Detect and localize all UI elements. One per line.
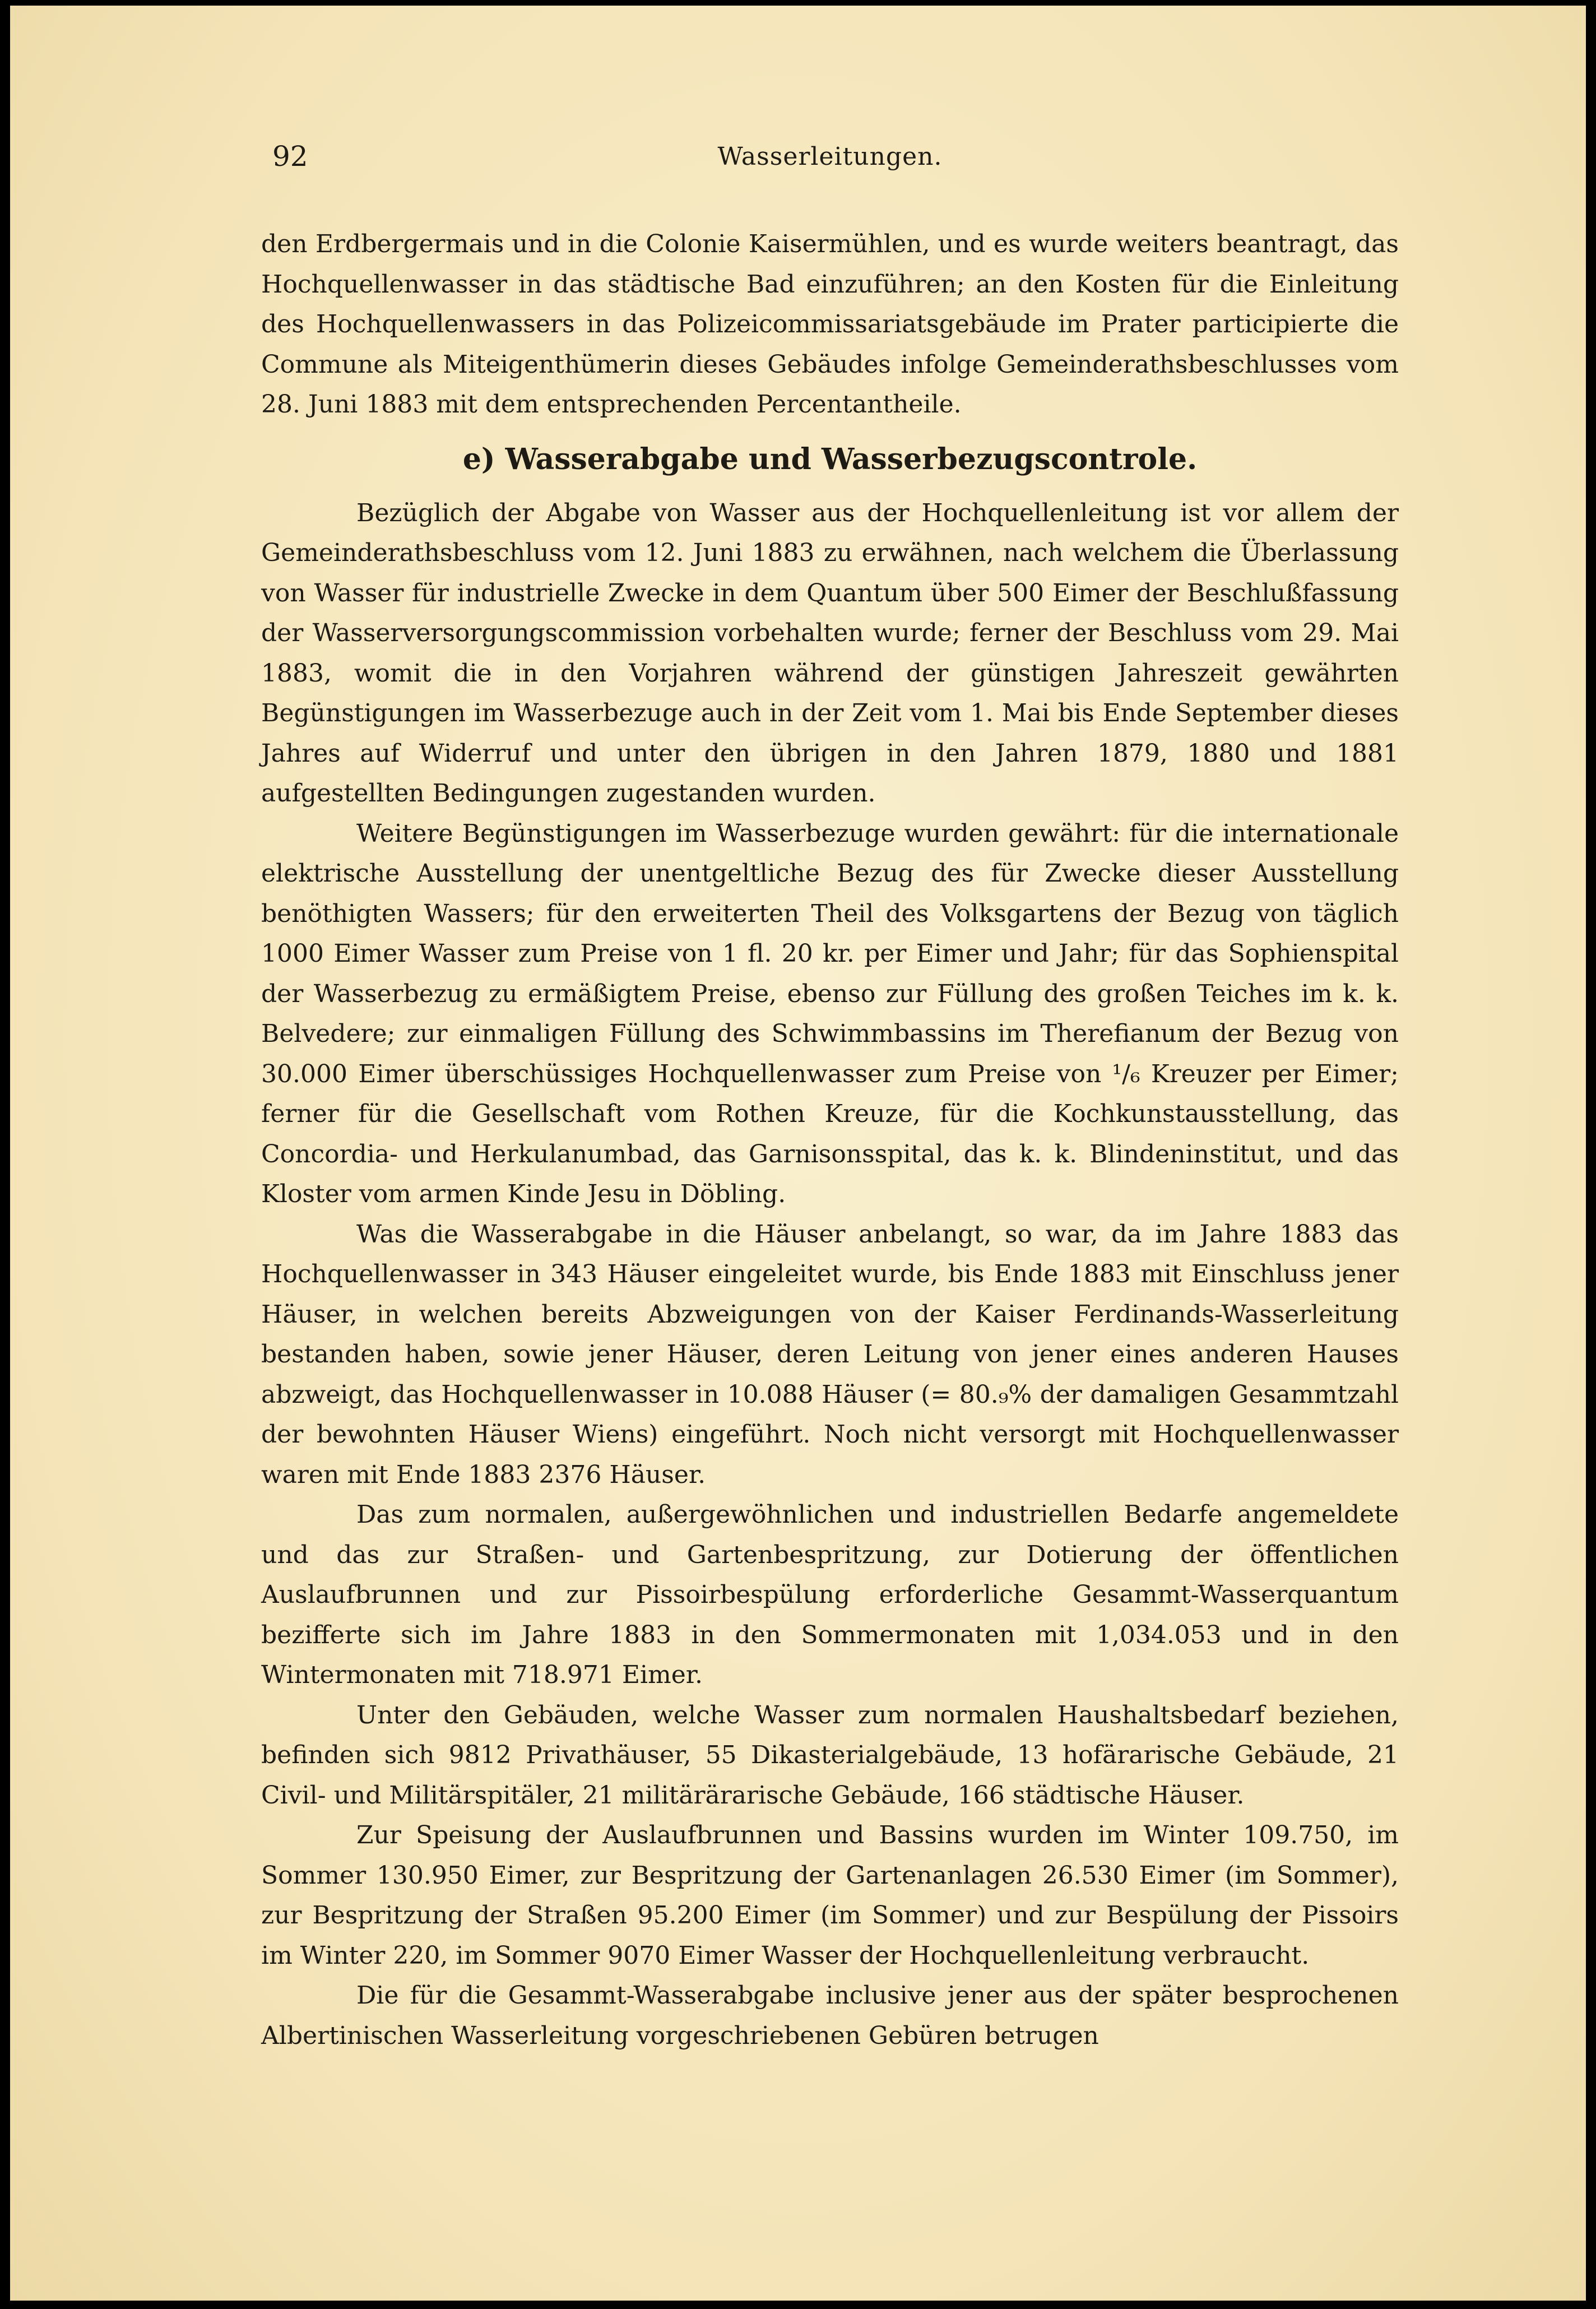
running-title: Wasserleitungen.: [717, 142, 943, 171]
paragraph-1: Bezüglich der Abgabe von Wasser aus der Hochquellenleitung ist vor allem der Gemeinderathsbeschluss vom 12. Juni 1883 zu erwähnen, nach welchem die Überlassung von Wasser für industrielle Zwecke in dem Quantum über 500 Eimer der Beschlußfassung der Wasserversorgungscommission vorbehalten wurde; ferner der Beschluss vom 29. Mai 1883, womit die in den Vorjahren während der günstigen Jahreszeit gewährten Begünstigungen im Wasserbezuge auch in der Zeit vom 1. Mai bis Ende September dieses Jahres auf Widerruf und unter den übrigen in den Jahren 1879, 1880 und 1881 aufgestellten Bedingungen zugestanden wurden.: [261, 498, 1399, 808]
section-heading: [261, 435, 1399, 484]
paragraph-5: Unter den Gebäuden, welche Wasser zum normalen Haushaltsbedarf beziehen, befinden sich 9812 Privathäuser, 55 Dikasterialgebäude, 13 hofärarische Gebäude, 21 Civil- und Militärspitäler, 21 militärärarische Gebäude, 166 städtische Häuser.: [261, 1700, 1399, 1810]
document-page: [10, 6, 1586, 2301]
paragraph-intro: den Erdbergermais und in die Colonie Kaisermühlen, und es wurde weiters beantragt, das Hochquellenwasser in das städtische Bad einzuführen; an den Kosten für die Einleitung des Hochquellenwassers in das Polizeicommissariatsgebäude im Prater participierte die Commune als Miteigenthümerin dieses Gebäudes infolge Gemeinderathsbeschlusses vom 28. Juni 1883 mit dem entsprechenden Percentantheile.: [261, 230, 1399, 419]
paragraph-6: Zur Speisung der Auslaufbrunnen und Bassins wurden im Winter 109.750, im Sommer 130.950 Eimer, zur Bespritzung der Gartenanlagen 26.530 Eimer (im Sommer), zur Bespritzung der Straßen 95.200 Eimer (im Sommer) und zur Bespülung der Pissoirs im Winter 220, im Sommer 9070 Eimer Wasser der Hochquellenleitung verbraucht.: [261, 1821, 1399, 1970]
page-number: 92: [272, 140, 308, 173]
text-block: [261, 129, 1399, 2056]
section-label: e): [462, 442, 495, 476]
paragraph-4: Das zum normalen, außergewöhnlichen und industriellen Bedarfe angemeldete und das zur Straßen- und Gartenbespritzung, zur Dotierung der öffentlichen Auslaufbrunnen und zur Pissoirbespülung erforderliche Gesammt-Wasserquantum bezifferte sich im Jahre 1883 in den Sommermonaten mit 1,034.053 und in den Wintermonaten mit 718.971 Eimer.: [261, 1500, 1399, 1689]
section-title: Wasserabgabe und Wasserbezugscontrole.: [505, 442, 1198, 476]
page-header: [261, 129, 1399, 179]
paragraph-7: Die für die Gesammt-Wasserabgabe inclusive jener aus der später besprochenen Albertinischen Wasserleitung vorgeschriebenen Gebüren betrugen: [261, 1981, 1399, 2050]
paragraph-2: Weitere Begünstigungen im Wasserbezuge wurden gewährt: für die internationale elektrische Ausstellung der unentgeltliche Bezug des für Zwecke dieser Ausstellung benöthigten Wassers; für den erweiterten Theil des Volksgartens der Bezug von täglich 1000 Eimer Wasser zum Preise von 1 fl. 20 kr. per Eimer und Jahr; für das Sophienspital der Wasserbezug zu ermäßigtem Preise, ebenso zur Füllung des großen Teiches im k. k. Belvedere; zur einmaligen Füllung des Schwimmbassins im Therefianum der Bezug von 30.000 Eimer überschüssiges Hochquellenwasser zum Preise von ¹/₆ Kreuzer per Eimer; ferner für die Gesellschaft vom Rothen Kreuze, für die Kochkunstausstellung, das Concordia- und Herkulanumbad, das Garnisonsspital, das k. k. Blindeninstitut, und das Kloster vom armen Kinde Jesu in Döbling.: [261, 819, 1399, 1208]
paragraph-3: Was die Wasserabgabe in die Häuser anbelangt, so war, da im Jahre 1883 das Hochquellenwasser in 343 Häuser eingeleitet wurde, bis Ende 1883 mit Einschluss jener Häuser, in welchen bereits Abzweigungen von der Kaiser Ferdinands-Wasserleitung bestanden haben, sowie jener Häuser, deren Leitung von jener eines anderen Hauses abzweigt, das Hochquellenwasser in 10.088 Häuser (= 80.₉% der damaligen Gesammtzahl der bewohnten Häuser Wiens) eingeführt. Noch nicht versorgt mit Hochquellenwasser waren mit Ende 1883 2376 Häuser.: [261, 1220, 1399, 1489]
